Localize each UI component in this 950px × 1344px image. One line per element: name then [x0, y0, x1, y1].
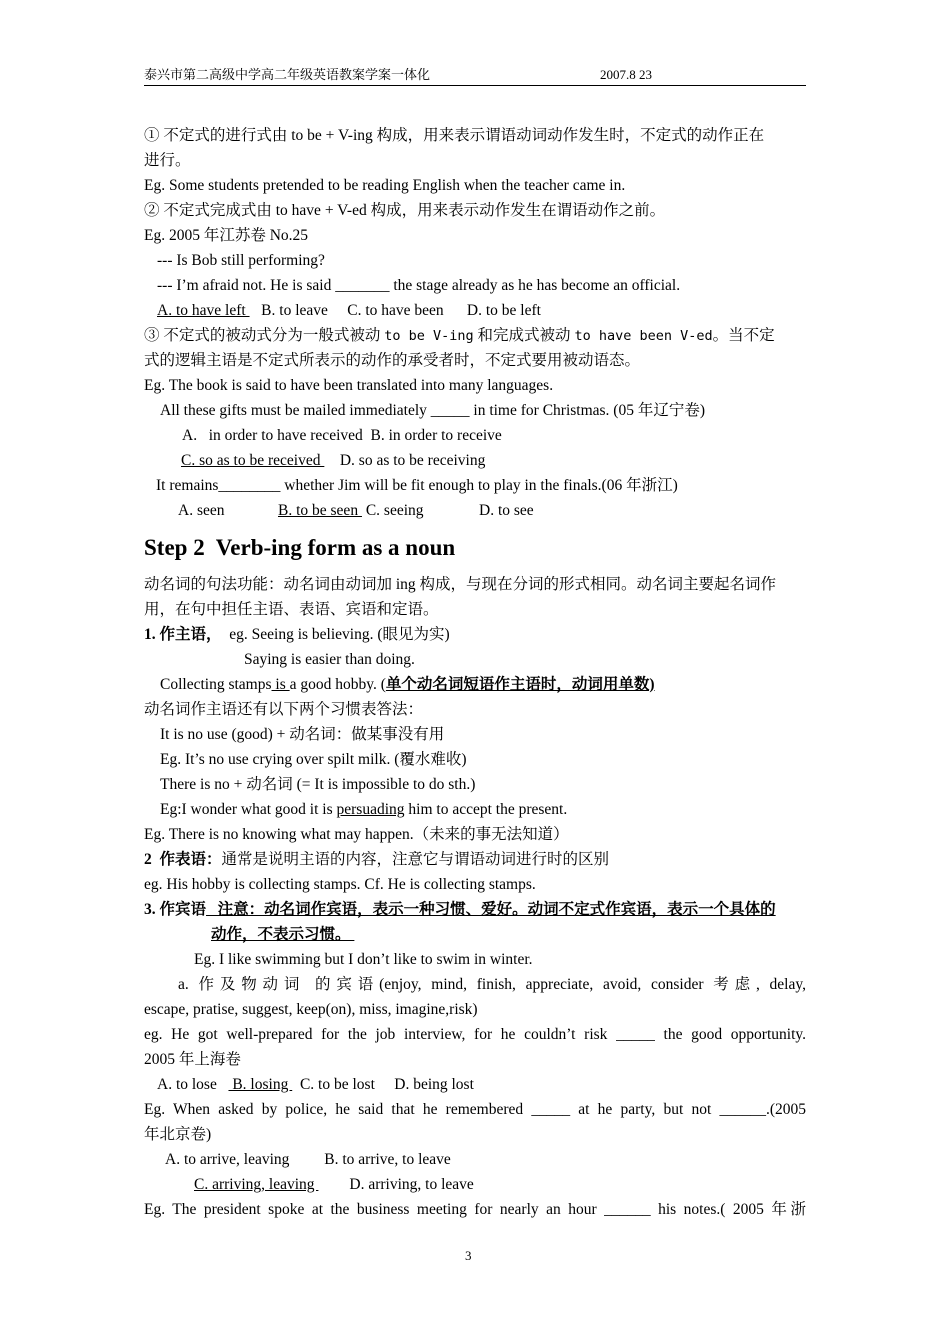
rule-passive-infinitive: ③ 不定式的被动式分为一般式被动 to be V-ing 和完成式被动 to have been V-ed。当不定	[144, 327, 775, 344]
question-3-option-a: A. seen	[178, 502, 225, 519]
question-2-options-cd: C. so as to be received D. so as to be receiving	[181, 452, 486, 469]
subject-extra: 动名词作主语还有以下两个习惯表答法：	[144, 701, 424, 718]
rule-perfect-infinitive: ② 不定式完成式由 to have + V-ed 构成，用来表示动作发生在谓语动作之前。	[144, 202, 666, 219]
verb-list-2: escape, pratise, suggest, keep(on), miss, imagine,risk)	[144, 1001, 478, 1018]
object-note-cont: 动作，不表示习惯。	[211, 926, 355, 943]
exercise-2-options-cd: C. arriving, leaving D. arriving, to leave	[194, 1176, 474, 1193]
rule-progressive-cont: 进行。	[144, 152, 191, 169]
object-note: 注意：动名词作宾语，表示一种习惯、爱好。动词不定式作宾语，表示一个具体的	[206, 901, 776, 918]
question-3-answer-b: B. to be seen C. seeing	[278, 502, 424, 519]
example-3: Eg. The book is said to have been translated into many languages.	[144, 377, 554, 394]
header-rule	[144, 85, 806, 86]
exercise-2-options-ab: A. to arrive, leaving B. to arrive, to leave	[165, 1151, 451, 1168]
exercise-1-source: 2005 年上海卷	[144, 1051, 241, 1068]
subject-example-2: Saying is easier than doing.	[244, 651, 415, 668]
exercise-1-answer: B. losing	[228, 1076, 293, 1093]
example-1: Eg. Some students pretended to be reading English when the teacher came in.	[144, 177, 626, 194]
predicative-usage: 2 作表语：通常是说明主语的内容，注意它与谓语动词进行时的区别	[144, 851, 610, 868]
exercise-2-answer: C. arriving, leaving	[194, 1176, 319, 1193]
options-q1	[157, 301, 541, 321]
question-3-option-d: D. to see	[479, 502, 534, 519]
idiom-1: It is no use (good) + 动名词：做某事没有用	[160, 726, 445, 743]
exercise-2: Eg. When asked by police, he said that he remembered _____ at he party, but not ______.(2005	[144, 1101, 806, 1118]
idiom-2-example-2: Eg. There is no knowing what may happen.（未来的事无法知道）	[144, 826, 569, 843]
idiom-2: There is no + 动名词 (= It is impossible to do sth.)	[160, 776, 476, 793]
object-usage: 3. 作宾语 注意：动名词作宾语，表示一种习惯、爱好。动词不定式作宾语，表示一个具体的	[144, 901, 776, 918]
answer-a: A. to have left	[157, 302, 250, 319]
dialog-line-2: --- I’m afraid not. He is said _______ the stage already as he has become an official.	[157, 277, 681, 294]
subject-example-3: Collecting stamps is a good hobby. (单个动名词短语作主语时，动词用单数)	[160, 676, 655, 693]
gerund-intro-1: 动名词的句法功能：动名词由动词加 ing 构成，与现在分词的形式相同。动名词主要起名词作	[144, 576, 777, 593]
idiom-2-example: Eg:I wonder what good it is persuading him to accept the present.	[160, 801, 568, 818]
answer-c: C. so as to be received	[181, 452, 325, 469]
rule-progressive-infinitive: ① 不定式的进行式由 to be + V-ing 构成，用来表示谓语动词动作发生时，不定式的动作正在	[144, 127, 765, 144]
question-2-options-ab: A. in order to have received B. in order to receive	[182, 427, 502, 444]
header-title: 泰兴市第二高级中学高二年级英语教案学案一体化	[144, 67, 431, 82]
object-example: Eg. I like swimming but I don’t like to swim in winter.	[194, 951, 533, 968]
question-2: All these gifts must be mailed immediately _____ in time for Christmas. (05 年辽宁卷)	[160, 402, 706, 419]
predicative-example: eg. His hobby is collecting stamps. Cf. He is collecting stamps.	[144, 876, 536, 893]
idiom-1-example: Eg. It’s no use crying over spilt milk. (覆水难收)	[160, 751, 467, 768]
section-heading: Step 2 Verb-ing form as a noun	[144, 535, 456, 560]
exercise-1-options: A. to lose B. losing C. to be lost D. being lost	[157, 1076, 474, 1093]
gerund-intro-2: 用，在句中担任主语、表语、宾语和定语。	[144, 601, 439, 618]
exercise-1: eg. He got well-prepared for the job interview, for he couldn’t risk _____ the good opportunity.	[144, 1026, 806, 1043]
question-3: It remains________ whether Jim will be fit enough to play in the finals.(06 年浙江)	[156, 477, 678, 494]
header-date: 2007.8 23	[600, 67, 652, 82]
dialog-line-1: --- Is Bob still performing?	[157, 252, 325, 269]
verb-list-1: a. 作及物动词 的宾语(enjoy, mind, finish, appreciate, avoid, consider 考虑, delay,	[178, 976, 806, 993]
exercise-3: Eg. The president spoke at the business meeting for nearly an hour ______ his notes.( 2005 年浙	[144, 1201, 806, 1218]
subject-usage: 1. 作主语， eg. Seeing is believing. (眼见为实)	[144, 626, 450, 643]
rule-passive-cont: 式的逻辑主语是不定式所表示的动作的承受者时，不定式要用被动语态。	[144, 352, 641, 369]
other-options: B. to leave C. to have been D. to be left	[261, 302, 541, 319]
exercise-2-source: 年北京卷)	[144, 1126, 212, 1143]
singular-verb-note: 单个动名词短语作主语时，动词用单数)	[385, 676, 655, 693]
example-2-source: Eg. 2005 年江苏卷 No.25	[144, 227, 309, 244]
page-number: 3	[465, 1248, 472, 1263]
